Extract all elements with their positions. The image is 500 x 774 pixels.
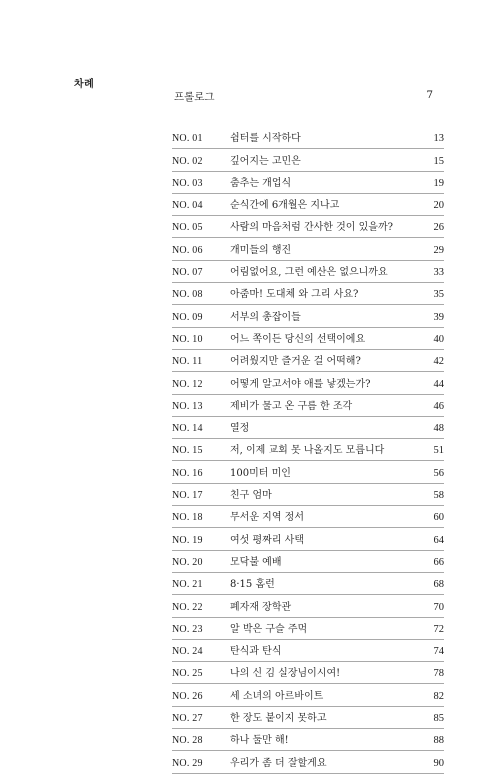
chapter-title: 서부의 총잡이들 (230, 311, 301, 323)
page-number: 68 (433, 579, 444, 591)
page-number: 70 (433, 601, 444, 613)
chapter-number: NO. 19 (172, 534, 203, 546)
chapter-title: 나의 신 김 실장님이시여! (230, 668, 341, 680)
toc-entry (172, 350, 444, 372)
toc-entry (172, 127, 444, 149)
chapter-number: NO. 07 (172, 267, 203, 279)
toc-entry (172, 149, 444, 171)
prologue-page-number: 7 (426, 89, 433, 101)
chapter-number: NO. 24 (172, 646, 203, 658)
chapter-number: NO. 21 (172, 579, 203, 591)
chapter-title: 어림없어요, 그런 예산은 없으니까요 (230, 267, 388, 279)
chapter-title: 무서운 지역 정서 (230, 512, 304, 524)
page-number: 13 (433, 133, 444, 145)
chapter-title: 깊어지는 고민은 (230, 155, 301, 167)
page-number: 42 (433, 356, 444, 368)
toc-entry (172, 729, 444, 751)
chapter-number: NO. 16 (172, 467, 203, 479)
chapter-title: 춤추는 개업식 (230, 177, 292, 189)
chapter-number: NO. 25 (172, 668, 203, 680)
prologue-title: 프롤로그 (174, 91, 215, 103)
toc-list (172, 127, 444, 774)
chapter-title: 어려웠지만 즐거운 걸 어떡해? (230, 356, 361, 368)
chapter-title: 100미터 미인 (230, 467, 291, 479)
toc-entry (172, 662, 444, 684)
toc-entry (172, 551, 444, 573)
chapter-number: NO. 03 (172, 177, 203, 189)
page-number: 20 (433, 200, 444, 212)
page-number: 64 (433, 534, 444, 546)
page-number: 40 (433, 333, 444, 345)
page-number: 74 (433, 646, 444, 658)
chapter-title: 어떻게 알고서야 애를 낳겠는가? (230, 378, 371, 390)
chapter-number: NO. 28 (172, 735, 203, 747)
toc-entry (172, 684, 444, 706)
chapter-title: 순식간에 6개월은 지나고 (230, 200, 340, 212)
chapter-title: 탄식과 탄식 (230, 646, 282, 658)
chapter-title: 개미들의 행진 (230, 244, 292, 256)
chapter-title: 제비가 물고 온 구름 한 조각 (230, 400, 353, 412)
toc-entry (172, 640, 444, 662)
page-number: 78 (433, 668, 444, 680)
toc-entry (172, 506, 444, 528)
toc-entry (172, 328, 444, 350)
toc-entry (172, 305, 444, 327)
page-number: 88 (433, 735, 444, 747)
toc-entry (172, 573, 444, 595)
page-number: 19 (433, 177, 444, 189)
toc-entry (172, 194, 444, 216)
chapter-number: NO. 26 (172, 690, 203, 702)
toc-entry (172, 439, 444, 461)
page-number: 26 (433, 222, 444, 234)
chapter-title: 열정 (230, 423, 250, 435)
toc-entry (172, 484, 444, 506)
chapter-number: NO. 14 (172, 423, 203, 435)
chapter-number: NO. 06 (172, 244, 203, 256)
chapter-number: NO. 09 (172, 311, 203, 323)
chapter-title: 여섯 평짜리 사택 (230, 534, 304, 546)
page-number: 51 (433, 445, 444, 457)
chapter-title: 저, 이제 교회 못 나올지도 모릅니다 (230, 445, 385, 457)
chapter-number: NO. 15 (172, 445, 203, 457)
page-number: 82 (433, 690, 444, 702)
page-number: 35 (433, 289, 444, 301)
chapter-number: NO. 20 (172, 556, 203, 568)
page-number: 66 (433, 556, 444, 568)
chapter-title: 세 소녀의 아르바이트 (230, 690, 324, 702)
chapter-number: NO. 02 (172, 155, 203, 167)
chapter-title: 알 박은 구슬 주먹 (230, 623, 308, 635)
toc-entry (172, 261, 444, 283)
chapter-title: 어느 쪽이든 당신의 선택이에요 (230, 333, 366, 345)
page-number: 46 (433, 400, 444, 412)
chapter-title: 하나 둘만 해! (230, 735, 289, 747)
chapter-title: 모닥불 예배 (230, 556, 282, 568)
chapter-number: NO. 23 (172, 623, 203, 635)
chapter-title: 폐자재 장학관 (230, 601, 292, 613)
toc-heading: 차례 (74, 79, 95, 90)
page-number: 15 (433, 155, 444, 167)
page-number: 48 (433, 423, 444, 435)
toc-entry (172, 216, 444, 238)
page-number: 90 (433, 757, 444, 769)
toc-entry (172, 417, 444, 439)
chapter-number: NO. 18 (172, 512, 203, 524)
chapter-title: 사람의 마음처럼 간사한 것이 있을까? (230, 222, 393, 234)
toc-entry (172, 395, 444, 417)
toc-entry (172, 528, 444, 550)
toc-entry (172, 751, 444, 773)
page-number: 58 (433, 490, 444, 502)
chapter-title: 한 장도 붙이지 못하고 (230, 713, 327, 725)
chapter-title: 우리가 좀 더 잘할게요 (230, 757, 327, 769)
chapter-title: 쉼터를 시작하다 (230, 133, 301, 145)
chapter-number: NO. 10 (172, 333, 203, 345)
chapter-title: 아줌마! 도대체 와 그리 사요? (230, 289, 359, 301)
toc-entry (172, 618, 444, 640)
chapter-title: 친구 엄마 (230, 490, 272, 502)
page-number: 29 (433, 244, 444, 256)
chapter-number: NO. 27 (172, 713, 203, 725)
page-number: 39 (433, 311, 444, 323)
toc-entry (172, 238, 444, 260)
prologue-entry (168, 89, 433, 105)
chapter-title: 8·15 홈런 (230, 579, 275, 591)
chapter-number: NO. 08 (172, 289, 203, 301)
chapter-number: NO. 12 (172, 378, 203, 390)
toc-entry (172, 707, 444, 729)
chapter-number: NO. 11 (172, 356, 203, 368)
chapter-number: NO. 05 (172, 222, 203, 234)
toc-entry (172, 172, 444, 194)
page-number: 56 (433, 467, 444, 479)
chapter-number: NO. 29 (172, 757, 203, 769)
toc-entry (172, 461, 444, 483)
chapter-number: NO. 22 (172, 601, 203, 613)
page-number: 72 (433, 623, 444, 635)
page-number: 33 (433, 267, 444, 279)
page-number: 85 (433, 713, 444, 725)
chapter-number: NO. 13 (172, 400, 203, 412)
toc-entry (172, 595, 444, 617)
chapter-number: NO. 01 (172, 133, 203, 145)
page-number: 44 (433, 378, 444, 390)
toc-entry (172, 283, 444, 305)
chapter-number: NO. 04 (172, 200, 203, 212)
page-number: 60 (433, 512, 444, 524)
toc-entry (172, 372, 444, 394)
chapter-number: NO. 17 (172, 490, 203, 502)
